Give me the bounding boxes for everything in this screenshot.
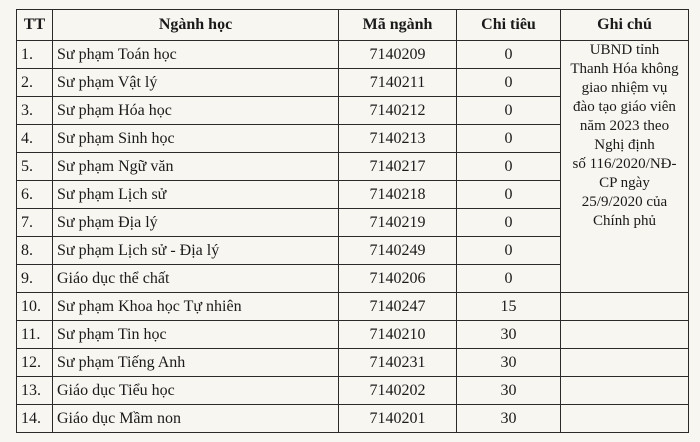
major-name: Sư phạm Ngữ văn [53, 153, 339, 181]
header-tt: TT [17, 10, 53, 41]
note-empty-cell [561, 349, 689, 377]
quota-value: 30 [457, 405, 561, 433]
row-number: 10. [17, 293, 53, 321]
header-major: Ngành học [53, 10, 339, 41]
major-name: Giáo dục thể chất [53, 265, 339, 293]
row-number: 9. [17, 265, 53, 293]
note-line: 25/9/2020 của [581, 194, 668, 210]
major-name: Sư phạm Tin học [53, 321, 339, 349]
quota-value: 0 [457, 41, 561, 69]
major-code: 7140213 [339, 125, 457, 153]
major-name: Sư phạm Sinh học [53, 125, 339, 153]
row-number: 6. [17, 181, 53, 209]
table-row [17, 405, 689, 433]
major-name: Sư phạm Khoa học Tự nhiên [53, 293, 339, 321]
row-number: 5. [17, 153, 53, 181]
row-number: 4. [17, 125, 53, 153]
major-name: Sư phạm Lịch sử - Địa lý [53, 237, 339, 265]
note-line: giao nhiệm vụ [581, 80, 668, 96]
header-row [17, 10, 689, 41]
major-code: 7140219 [339, 209, 457, 237]
major-code: 7140201 [339, 405, 457, 433]
note-line: đào tạo giáo viên [573, 99, 676, 115]
quota-value: 30 [457, 349, 561, 377]
note-cell [561, 41, 689, 293]
table-row [17, 349, 689, 377]
header-note: Ghi chú [561, 10, 689, 41]
major-code: 7140231 [339, 349, 457, 377]
quota-value: 0 [457, 181, 561, 209]
header-quota: Chi tiêu [457, 10, 561, 41]
row-number: 3. [17, 97, 53, 125]
major-name: Sư phạm Hóa học [53, 97, 339, 125]
quota-value: 30 [457, 321, 561, 349]
major-code: 7140210 [339, 321, 457, 349]
note-line: CP ngày [599, 175, 650, 191]
major-name: Sư phạm Toán học [53, 41, 339, 69]
quota-value: 0 [457, 237, 561, 265]
quota-value: 15 [457, 293, 561, 321]
header-code: Mã ngành [339, 10, 457, 41]
note-line: Nghị định [594, 137, 655, 153]
quota-value: 0 [457, 153, 561, 181]
row-number: 2. [17, 69, 53, 97]
major-name: Giáo dục Tiểu học [53, 377, 339, 405]
major-name: Sư phạm Địa lý [53, 209, 339, 237]
major-code: 7140212 [339, 97, 457, 125]
row-number: 13. [17, 377, 53, 405]
row-number: 1. [17, 41, 53, 69]
table-row [17, 321, 689, 349]
note-line: Chính phủ [593, 213, 656, 229]
quota-value: 0 [457, 265, 561, 293]
note-line: năm 2023 theo [579, 118, 670, 134]
quota-value: 0 [457, 97, 561, 125]
quota-value: 0 [457, 125, 561, 153]
row-number: 14. [17, 405, 53, 433]
major-name: Sư phạm Tiếng Anh [53, 349, 339, 377]
row-number: 8. [17, 237, 53, 265]
major-name: Giáo dục Mầm non [53, 405, 339, 433]
note-empty-cell [561, 321, 689, 349]
major-code: 7140209 [339, 41, 457, 69]
table-row [17, 41, 689, 69]
major-code: 7140211 [339, 69, 457, 97]
quota-value: 30 [457, 377, 561, 405]
note-line: UBND tỉnh [589, 42, 660, 58]
admission-quota-table [16, 9, 689, 433]
major-name: Sư phạm Vật lý [53, 69, 339, 97]
major-code: 7140249 [339, 237, 457, 265]
note-empty-cell [561, 377, 689, 405]
quota-value: 0 [457, 69, 561, 97]
table-row [17, 293, 689, 321]
note-line: Thanh Hóa không [570, 61, 679, 77]
major-code: 7140206 [339, 265, 457, 293]
row-number: 7. [17, 209, 53, 237]
table-row [17, 377, 689, 405]
major-code: 7140202 [339, 377, 457, 405]
row-number: 11. [17, 321, 53, 349]
row-number: 12. [17, 349, 53, 377]
major-name: Sư phạm Lịch sử [53, 181, 339, 209]
major-code: 7140218 [339, 181, 457, 209]
major-code: 7140247 [339, 293, 457, 321]
note-empty-cell [561, 293, 689, 321]
note-line: số 116/2020/NĐ- [572, 156, 677, 172]
note-empty-cell [561, 405, 689, 433]
major-code: 7140217 [339, 153, 457, 181]
quota-value: 0 [457, 209, 561, 237]
